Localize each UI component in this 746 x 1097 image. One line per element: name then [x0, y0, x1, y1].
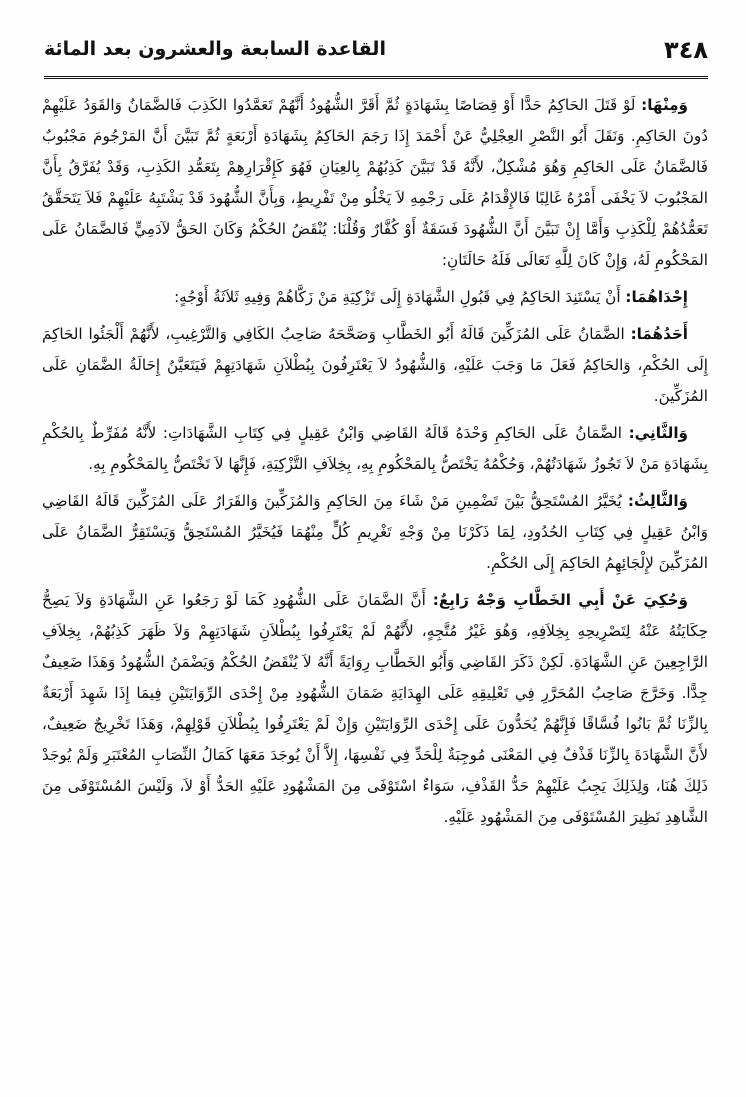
page-header: [44, 34, 708, 74]
paragraph-lead: وَمِنْهَا:: [641, 96, 688, 114]
paragraph-opinion-one: [42, 319, 708, 412]
paragraph-text: الضَّمَانُ عَلَى الحَاكِمِ وَحْدَهُ قَالَهُ القَاضِي وَابْنُ عَقِيلٍ فِي كِتَابِ الشَّهَادَاتِ: لأَنَّهُ مُفَرِّطٌ بِالحُكْمِ بِشَهَادَةِ مَنْ لاَ تَجُوزُ شَهَادَتُهُمْ، وَحُكْمُهُ يَخْتَصُّ بِالمَحْكُومِ بِهِ، بِخِلاَفِ التَّزْكِيَةِ، فَإِنَّهَا لاَ تَخْتَصُّ بِالمَحْكُومِ بِهِ.: [42, 424, 708, 473]
page-number: ٣٤٨: [664, 36, 708, 64]
paragraph-opinion-two: [42, 418, 708, 480]
paragraph-first-case: [42, 282, 708, 313]
paragraph-intro: [42, 90, 708, 276]
paragraph-text: يُخَيَّرُ المُسْتَحِقُّ بَيْنَ تَضْمِينِ مَنْ شَاءَ مِنَ الحَاكِمِ وَالمُزَكِّينَ وَالقَرَارُ عَلَى المُزَكِّينَ قَالَهُ القَاضِي وَابْنُ عَقِيلٍ فِي كِتَابِ الحُدُودِ، لِمَا ذَكَرْنَا مِنْ وَجْهِ تَغْرِيمِ كُلٍّ مِنْهُمَا فَيُخَيَّرُ المُسْتَحِقُّ وَيَسْتَقِرُّ الضَّمَانُ عَلَى المُزَكِّينَ لإِلْجَائِهِمُ الحَاكِمَ إِلَى الحُكْمِ.: [42, 492, 708, 572]
paragraph-lead: وَالثَّانِي:: [628, 424, 688, 442]
paragraph-text: لَوْ قَتَلَ الحَاكِمُ حَدًّا أَوْ قِصَاصًا بِشَهَادَةٍ ثُمَّ أَقَرَّ الشُّهُودُ أَنَّهُمْ تَعَمَّدُوا الكَذِبَ فَالضَّمَانُ وَالقَوَدُ عَلَيْهِمْ دُونَ الحَاكِمِ. وَنَقَلَ أَبُو النَّصْرِ العِجْلِيُّ عَنْ أَحْمَدَ إِذَا رَجَمَ الحَاكِمُ بِشَهَادَةِ أَرْبَعَةٍ ثُمَّ تَبَيَّنَ أَنَّ المَرْجُومَ مَجْبُوبٌ فَالضَّمَانُ عَلَى الحَاكِمِ وَهُوَ مُشْكِلٌ، لأَنَّهُ قَدْ تَبَيَّنَ كَذِبُهُمْ بِالعِيَانِ فَهُوَ كَإِقْرَارِهِمْ بِتَعَمُّدِ الكَذِبِ، وَقَدْ يُفَرَّقُ بِأَنَّ المَجْبُوبَ لاَ يَخْفَى أَمْرُهُ غَالِبًا فَالإِقْدَامُ عَلَى رَجْمِهِ لاَ يَخْلُو مِنْ تَفْرِيطٍ، وَبِأَنَّ الشُّهُودَ قَدْ يَشْتَبِهُ عَلَيْهِمْ فَلاَ يَتَحَقَّقُ تَعَمُّدُهُمْ لِلْكَذِبِ وَأَمَّا إِنْ تَبَيَّنَ أَنَّ الشُّهُودَ فَسَقَةٌ أَوْ كُفَّارٌ وَقُلْنَا: يُنْقَضُ الحُكْمُ وَكَانَ الحَقُّ لآدَمِيٍّ فَالضَّمَانُ عَلَى المَحْكُومِ لَهُ، وَإِنْ كَانَ لِلَّهِ تَعَالَى فَلَهُ حَالَتَانِ:: [42, 96, 708, 269]
paragraph-lead: أَحَدُهُمَا:: [630, 325, 688, 343]
paragraph-opinion-four: [42, 585, 708, 833]
paragraph-lead: وَالثَّالِثُ:: [627, 492, 688, 510]
paragraph-text: الضَّمَانُ عَلَى المُزَكِّينَ قَالَهُ أَبُو الخَطَّابِ وَصَحَّحَهُ صَاحِبُ الكَافِي وَالتَّرْغِيبِ، لأَنَّهُمْ أَلْجَئُوا الحَاكِمَ إِلَى الحُكْمِ، وَالحَاكِمُ فَعَلَ مَا وَجَبَ عَلَيْهِ، وَالشُّهُودُ لاَ يَعْتَرِفُونَ بِبُطْلاَنِ شَهَادَتِهِمْ فَيَتَعَيَّنُ إِحَالَةُ الضَّمَانِ عَلَى المُزَكِّينَ.: [42, 325, 708, 405]
running-title: القاعدة السابعة والعشرون بعد المائة: [44, 38, 386, 60]
header-divider: [44, 76, 708, 79]
page-body: [42, 90, 708, 1077]
paragraph-lead: إِحْدَاهُمَا:: [625, 288, 688, 306]
paragraph-opinion-three: [42, 486, 708, 579]
paragraph-lead: وَحُكِيَ عَنْ أَبِي الخَطَّابِ وَجْهٌ رَابِعٌ:: [432, 591, 688, 609]
paragraph-text: أَنْ يَسْتَنِدَ الحَاكِمُ فِي قَبُولِ الشَّهَادَةِ إِلَى تَزْكِيَةِ مَنْ زَكَّاهُمْ وَفِيهِ ثَلاَثَةُ أَوْجُهٍ:: [174, 288, 626, 306]
paragraph-text: أَنَّ الضَّمَانَ عَلَى الشُّهُودِ كَمَا لَوْ رَجَعُوا عَنِ الشَّهَادَةِ وَلاَ يَصِحُّ حِكَايَتُهُ عَنْهُ لِتَصْرِيحِهِ بِخِلاَفِهِ، وَهُوَ غَيْرُ مُتَّجِهٍ، لأَنَّهُمْ لَمْ يَعْتَرِفُوا بِبُطْلاَنِ شَهَادَتِهِمْ وَلاَ ظَهَرَ كَذِبُهُمْ، بِخِلاَفِ الرَّاجِعِينَ عَنِ الشَّهَادَةِ. لَكِنْ ذَكَرَ القَاضِي وَأَبُو الخَطَّابِ رِوَايَةً أَنَّهُ لاَ يُنْقَضُ الحُكْمُ وَيَضْمَنُ الشُّهُودُ وَهَذَا ضَعِيفٌ جِدًّا. وَخَرَّجَ صَاحِبُ المُحَرَّرِ فِي تَعْلِيقِهِ عَلَى الهِدَايَةِ ضَمَانَ الشُّهُودِ مِنْ إِحْدَى الرِّوَايَتَيْنِ فِيمَا إِذَا شَهِدَ أَرْبَعَةٌ بِالزِّنَا ثُمَّ بَانُوا فُسَّاقًا فَإِنَّهُمْ يُحَدُّونَ عَلَى إِحْدَى الرِّوَايَتَيْنِ وَإِنْ لَمْ يَعْتَرِفُوا بِبُطْلاَنِ قَوْلِهِمْ، وَهَذَا تَخْرِيجٌ ضَعِيفٌ، لأَنَّ الشَّهَادَةَ بِالزِّنَا قَذْفٌ فِي المَعْنَى مُوجِبَةٌ لِلْحَدِّ فِي نَفْسِهَا، إِلاَّ أَنْ يُوجَدَ مَعَهَا كَمَالُ النِّصَابِ المُعْتَبَرِ وَلَمْ يُوجَدْ ذَلِكَ هُنَا، وَلِذَلِكَ يَجِبُ عَلَيْهِمْ حَدُّ القَذْفِ، سَوَاءٌ اسْتَوْفَى مِنَ المَشْهُودِ عَلَيْهِ الحَدُّ أَوْ لاَ، وَلَيْسَ المُسْتَوْفَى مِنَ الشَّاهِدِ نَظِيرَ المُسْتَوْفَى مِنَ المَشْهُودِ عَلَيْهِ.: [42, 591, 708, 826]
